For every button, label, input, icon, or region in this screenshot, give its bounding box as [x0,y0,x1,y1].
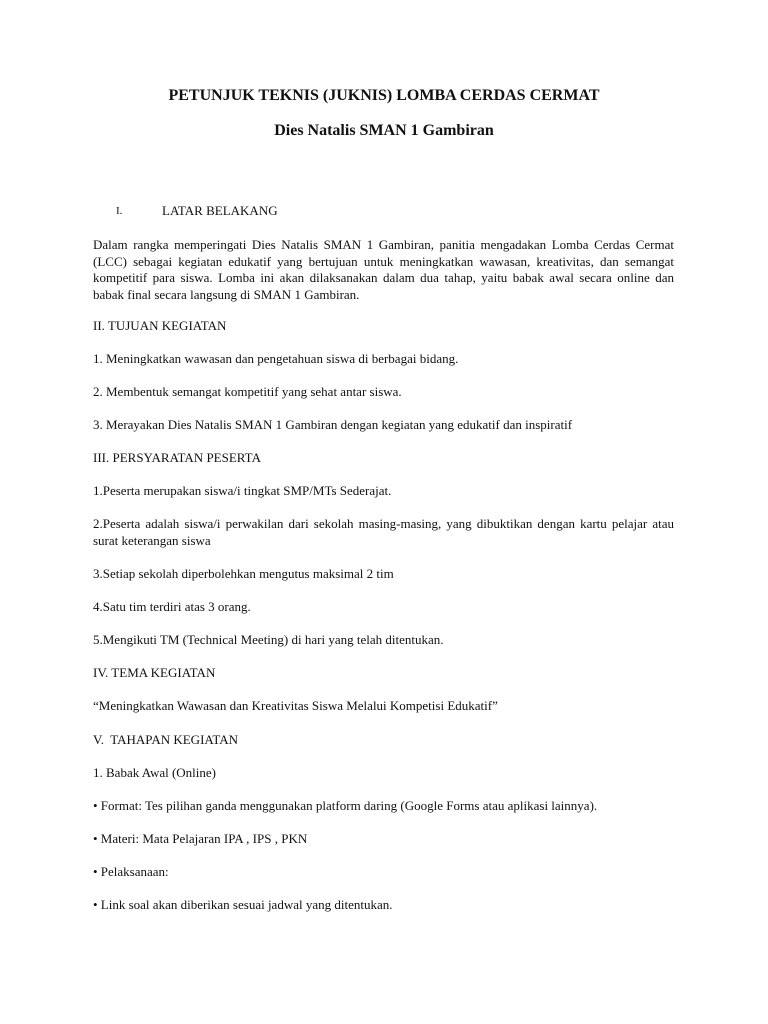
section-2-item-3: 3. Merayakan Dies Natalis SMAN 1 Gambiran dengan kegiatan yang edukatif dan inspiratif [93,417,573,432]
section-2-item-1: 1. Meningkatkan wawasan dan pengetahuan siswa di berbagai bidang. [93,351,459,366]
section-5-heading: V. TAHAPAN KEGIATAN [93,732,239,747]
section-4-theme: “Meningkatkan Wawasan dan Kreativitas Siswa Melalui Kompetisi Edukatif” [93,698,498,713]
section-1-paragraph: Dalam rangka memperingati Dies Natalis SMAN 1 Gambiran, panitia mengadakan Lomba Cerdas Cermat (LCC) sebagai kegiatan edukatif yang bertujuan untuk meningkatkan wawasan, kreativitas, dan semangat kompetitif para siswa. Lomba ini akan dilaksanakan dalam dua tahap, yaitu babak awal secara online dan babak final secara langsung di SMAN 1 Gambiran. [93,237,674,302]
section-5-item-3: • Materi: Mata Pelajaran IPA , IPS , PKN [93,831,308,846]
section-3-item-2: 2.Peserta adalah siswa/i perwakilan dari sekolah masing-masing, yang dibuktikan dengan kartu pelajar atau surat keterangan siswa [93,516,674,548]
section-5-item-2: • Format: Tes pilihan ganda menggunakan platform daring (Google Forms atau aplikasi lainnya). [93,798,598,813]
section-3-item-4: 4.Satu tim terdiri atas 3 orang. [93,599,251,614]
section-2-item-2: 2. Membentuk semangat kompetitif yang sehat antar siswa. [93,384,402,399]
section-1-number: I. [116,205,123,217]
section-3-item-5: 5.Mengikuti TM (Technical Meeting) di hari yang telah ditentukan. [93,632,444,647]
section-4-heading: IV. TEMA KEGIATAN [93,665,216,680]
section-1-heading: LATAR BELAKANG [162,203,278,218]
section-3-item-1: 1.Peserta merupakan siswa/i tingkat SMP/MTs Sederajat. [93,483,392,498]
section-2-heading: II. TUJUAN KEGIATAN [93,318,227,333]
document-title: PETUNJUK TEKNIS (JUKNIS) LOMBA CERDAS CERMAT [168,87,600,104]
section-5-item-1: 1. Babak Awal (Online) [93,765,216,780]
section-5-item-5: • Link soal akan diberikan sesuai jadwal yang ditentukan. [93,897,393,912]
section-3-item-3: 3.Setiap sekolah diperbolehkan mengutus maksimal 2 tim [93,566,394,581]
section-5-item-4: • Pelaksanaan: [93,864,169,879]
document-subtitle: Dies Natalis SMAN 1 Gambiran [274,122,494,139]
section-3-heading: III. PERSYARATAN PESERTA [93,450,261,465]
